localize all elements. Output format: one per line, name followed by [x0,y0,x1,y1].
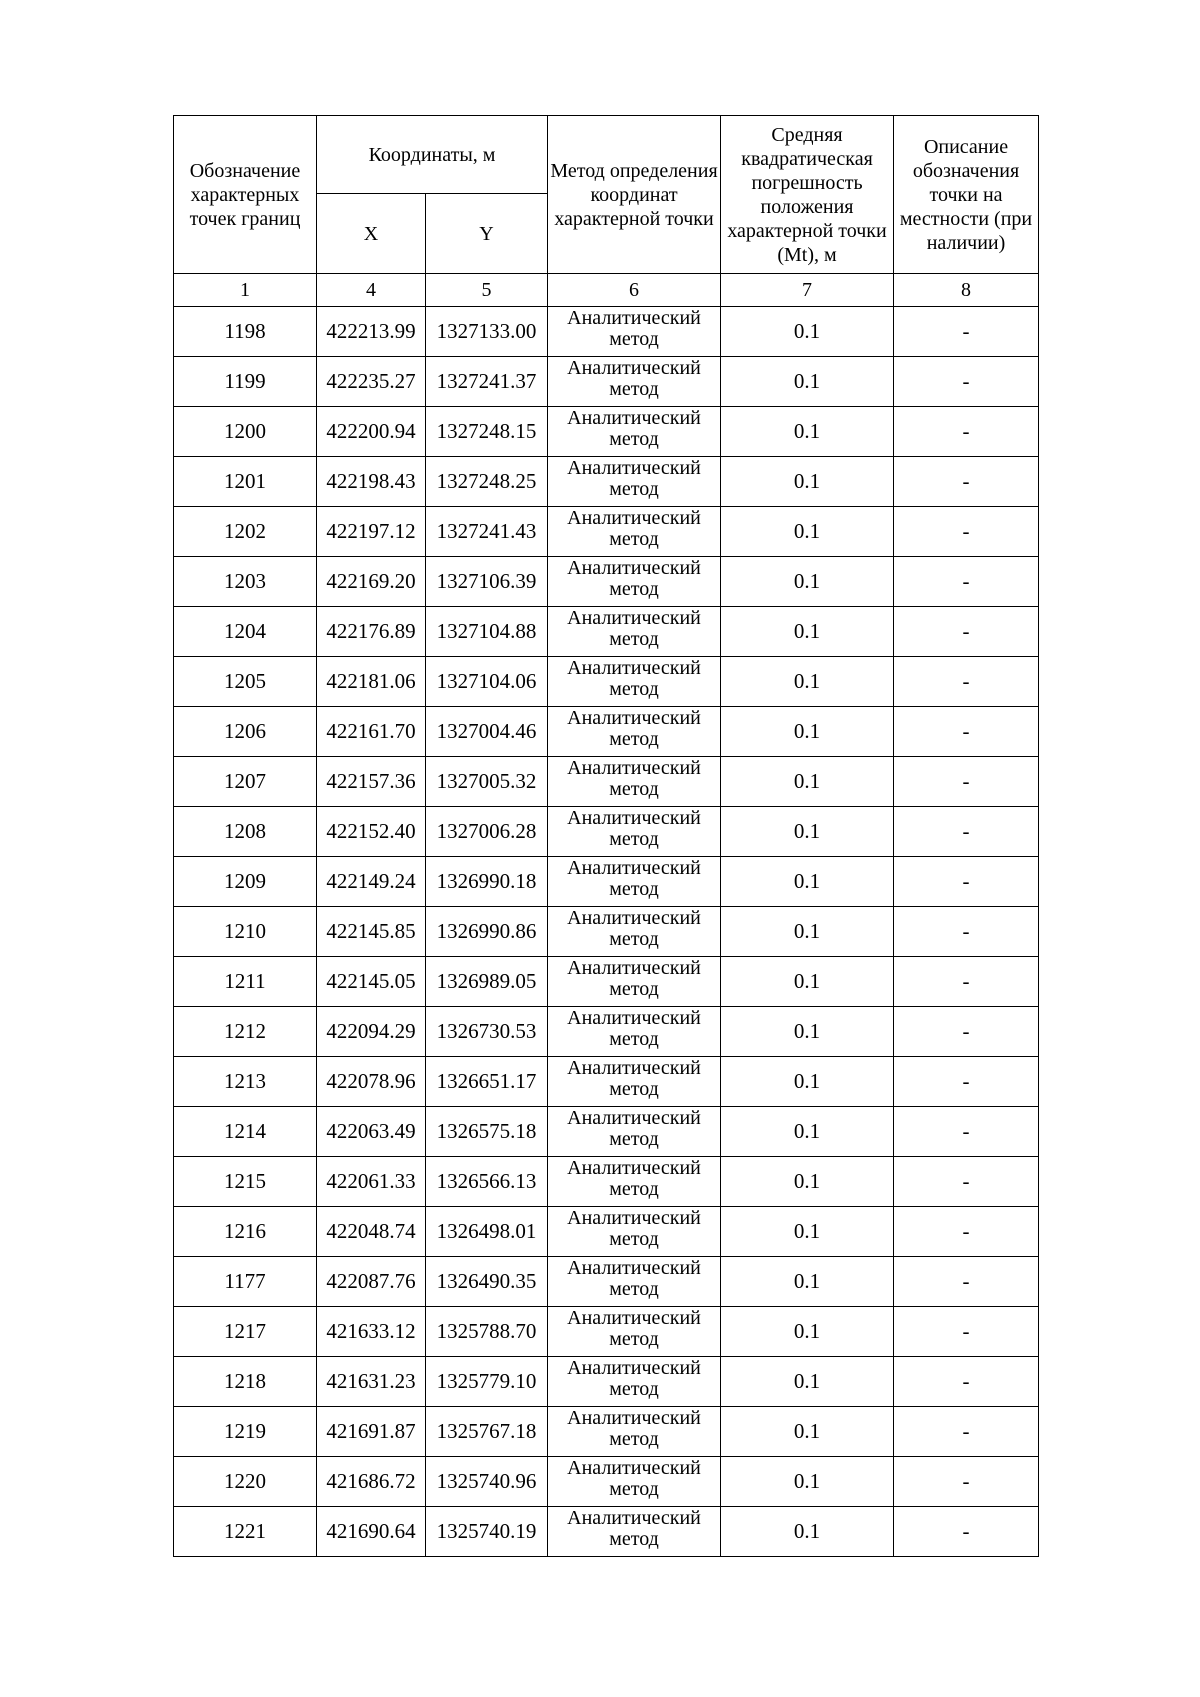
cell-description: - [894,707,1039,757]
cell-point: 1201 [174,457,317,507]
cell-x: 422198.43 [317,457,426,507]
method-line: Аналитический [567,607,701,629]
table-body [174,307,1039,1557]
method-line: метод [609,378,659,400]
cell-description: - [894,1507,1039,1557]
cell-x: 421633.12 [317,1307,426,1357]
method-line: метод [609,928,659,950]
header-description: Описание обозначения точки на местности (при наличии) [894,116,1039,274]
column-numbers-row [174,274,1039,307]
table-row [174,557,1039,607]
table-header [174,116,1039,307]
method-line: метод [609,1378,659,1400]
cell-method [548,457,721,507]
method-line: метод [609,528,659,550]
cell-y: 1326990.18 [426,857,548,907]
cell-description: - [894,307,1039,357]
cell-x: 422145.85 [317,907,426,957]
cell-x: 422213.99 [317,307,426,357]
cell-method [548,1107,721,1157]
method-line: Аналитический [567,407,701,429]
cell-point: 1198 [174,307,317,357]
cell-point: 1221 [174,1507,317,1557]
cell-description: - [894,657,1039,707]
method-line: метод [609,428,659,450]
table-row [174,657,1039,707]
method-line: Аналитический [567,1007,701,1029]
cell-point: 1211 [174,957,317,1007]
table-row [174,307,1039,357]
method-line: Аналитический [567,657,701,679]
column-number: 1 [174,274,317,307]
cell-mt: 0.1 [721,1507,894,1557]
cell-x: 422161.70 [317,707,426,757]
column-number: 8 [894,274,1039,307]
cell-method [548,757,721,807]
cell-x: 421631.23 [317,1357,426,1407]
table-row [174,1257,1039,1307]
cell-method [548,1407,721,1457]
header-y: Y [426,194,548,274]
cell-description: - [894,957,1039,1007]
cell-y: 1325740.19 [426,1507,548,1557]
cell-y: 1326990.86 [426,907,548,957]
cell-point: 1203 [174,557,317,607]
cell-mt: 0.1 [721,1007,894,1057]
cell-method [548,657,721,707]
cell-method [548,507,721,557]
column-number: 5 [426,274,548,307]
method-line: Аналитический [567,357,701,379]
column-number: 7 [721,274,894,307]
cell-x: 422078.96 [317,1057,426,1107]
method-line: метод [609,1178,659,1200]
cell-description: - [894,1157,1039,1207]
cell-method [548,1157,721,1207]
cell-y: 1327248.15 [426,407,548,457]
cell-method [548,1257,721,1307]
table-row [174,1407,1039,1457]
cell-x: 422048.74 [317,1207,426,1257]
cell-description: - [894,907,1039,957]
cell-point: 1209 [174,857,317,907]
table-row [174,907,1039,957]
cell-method [548,407,721,457]
cell-mt: 0.1 [721,1107,894,1157]
cell-mt: 0.1 [721,407,894,457]
cell-point: 1205 [174,657,317,707]
cell-mt: 0.1 [721,1257,894,1307]
table-row [174,707,1039,757]
cell-x: 422061.33 [317,1157,426,1207]
cell-point: 1199 [174,357,317,407]
method-line: метод [609,728,659,750]
method-line: метод [609,478,659,500]
table-row [174,457,1039,507]
method-line: метод [609,978,659,1000]
cell-point: 1213 [174,1057,317,1107]
method-line: метод [609,1478,659,1500]
cell-point: 1204 [174,607,317,657]
cell-y: 1325740.96 [426,1457,548,1507]
method-line: Аналитический [567,1307,701,1329]
method-line: Аналитический [567,307,701,329]
method-line: метод [609,1228,659,1250]
cell-x: 422200.94 [317,407,426,457]
table-row [174,1457,1039,1507]
cell-point: 1208 [174,807,317,857]
coordinates-table [173,115,1039,1557]
method-line: Аналитический [567,1457,701,1479]
cell-mt: 0.1 [721,857,894,907]
method-line: Аналитический [567,1357,701,1379]
cell-method [548,1207,721,1257]
method-line: метод [609,1278,659,1300]
cell-mt: 0.1 [721,1457,894,1507]
cell-y: 1325788.70 [426,1307,548,1357]
cell-point: 1210 [174,907,317,957]
cell-description: - [894,507,1039,557]
cell-description: - [894,1007,1039,1057]
method-line: метод [609,628,659,650]
table-row [174,507,1039,557]
cell-x: 422169.20 [317,557,426,607]
cell-mt: 0.1 [721,1307,894,1357]
table-row [174,1057,1039,1107]
table-row [174,1307,1039,1357]
cell-y: 1326651.17 [426,1057,548,1107]
cell-description: - [894,1357,1039,1407]
cell-point: 1219 [174,1407,317,1457]
cell-method [548,607,721,657]
cell-method [548,1307,721,1357]
cell-x: 422152.40 [317,807,426,857]
method-line: метод [609,1028,659,1050]
cell-x: 422149.24 [317,857,426,907]
method-line: Аналитический [567,907,701,929]
cell-method [548,1007,721,1057]
cell-y: 1326498.01 [426,1207,548,1257]
cell-point: 1206 [174,707,317,757]
cell-y: 1327241.37 [426,357,548,407]
cell-description: - [894,407,1039,457]
cell-method [548,557,721,607]
method-line: метод [609,1328,659,1350]
cell-mt: 0.1 [721,757,894,807]
method-line: метод [609,1078,659,1100]
cell-y: 1326730.53 [426,1007,548,1057]
method-line: Аналитический [567,1257,701,1279]
table-row [174,1507,1039,1557]
cell-y: 1327133.00 [426,307,548,357]
cell-mt: 0.1 [721,707,894,757]
cell-point: 1218 [174,1357,317,1407]
cell-point: 1177 [174,1257,317,1307]
cell-point: 1220 [174,1457,317,1507]
cell-y: 1327104.88 [426,607,548,657]
table-row [174,857,1039,907]
cell-x: 421691.87 [317,1407,426,1457]
cell-description: - [894,1207,1039,1257]
cell-method [548,807,721,857]
method-line: метод [609,878,659,900]
column-number: 6 [548,274,721,307]
cell-x: 421686.72 [317,1457,426,1507]
method-line: метод [609,1528,659,1550]
cell-description: - [894,1107,1039,1157]
cell-description: - [894,807,1039,857]
cell-x: 422181.06 [317,657,426,707]
cell-point: 1200 [174,407,317,457]
cell-method [548,707,721,757]
cell-mt: 0.1 [721,957,894,1007]
cell-description: - [894,557,1039,607]
method-line: Аналитический [567,857,701,879]
cell-x: 422176.89 [317,607,426,657]
cell-method [548,1507,721,1557]
cell-y: 1326490.35 [426,1257,548,1307]
cell-description: - [894,457,1039,507]
method-line: Аналитический [567,507,701,529]
method-line: метод [609,678,659,700]
cell-y: 1325767.18 [426,1407,548,1457]
header-point-designation: Обозначение характерных точек границ [174,116,317,274]
header-x: X [317,194,426,274]
method-line: Аналитический [567,1057,701,1079]
method-line: метод [609,578,659,600]
cell-description: - [894,357,1039,407]
cell-mt: 0.1 [721,357,894,407]
cell-mt: 0.1 [721,507,894,557]
table-row [174,807,1039,857]
cell-y: 1325779.10 [426,1357,548,1407]
method-line: Аналитический [567,557,701,579]
cell-mt: 0.1 [721,1357,894,1407]
table-row [174,1157,1039,1207]
cell-mt: 0.1 [721,1407,894,1457]
cell-point: 1214 [174,1107,317,1157]
cell-mt: 0.1 [721,607,894,657]
cell-point: 1207 [174,757,317,807]
table-row [174,1007,1039,1057]
header-method: Метод определения координат характерной точки [548,116,721,274]
method-line: метод [609,1128,659,1150]
cell-description: - [894,607,1039,657]
method-line: Аналитический [567,707,701,729]
cell-description: - [894,857,1039,907]
header-error: Средняя квадратическая погрешность положения характерной точки (Mt), м [721,116,894,274]
cell-description: - [894,757,1039,807]
cell-method [548,1457,721,1507]
cell-method [548,1057,721,1107]
cell-description: - [894,1307,1039,1357]
cell-y: 1327005.32 [426,757,548,807]
table-row [174,1357,1039,1407]
method-line: метод [609,828,659,850]
method-line: Аналитический [567,1157,701,1179]
table-row [174,757,1039,807]
cell-x: 422087.76 [317,1257,426,1307]
table-row [174,607,1039,657]
table-row [174,1107,1039,1157]
table-row [174,357,1039,407]
table-row [174,1207,1039,1257]
cell-method [548,907,721,957]
cell-x: 422063.49 [317,1107,426,1157]
method-line: Аналитический [567,957,701,979]
column-number: 4 [317,274,426,307]
cell-mt: 0.1 [721,1157,894,1207]
cell-method [548,307,721,357]
cell-mt: 0.1 [721,1207,894,1257]
cell-description: - [894,1407,1039,1457]
cell-y: 1326575.18 [426,1107,548,1157]
cell-description: - [894,1457,1039,1507]
method-line: Аналитический [567,1107,701,1129]
method-line: метод [609,778,659,800]
cell-x: 422235.27 [317,357,426,407]
method-line: Аналитический [567,457,701,479]
table-row [174,957,1039,1007]
cell-point: 1217 [174,1307,317,1357]
method-line: метод [609,328,659,350]
method-line: Аналитический [567,807,701,829]
cell-y: 1327106.39 [426,557,548,607]
cell-x: 422094.29 [317,1007,426,1057]
cell-y: 1327104.06 [426,657,548,707]
cell-mt: 0.1 [721,307,894,357]
cell-description: - [894,1257,1039,1307]
cell-x: 421690.64 [317,1507,426,1557]
cell-point: 1212 [174,1007,317,1057]
cell-mt: 0.1 [721,1057,894,1107]
cell-method [548,957,721,1007]
method-line: Аналитический [567,757,701,779]
cell-x: 422157.36 [317,757,426,807]
cell-x: 422145.05 [317,957,426,1007]
cell-method [548,1357,721,1407]
cell-point: 1202 [174,507,317,557]
cell-mt: 0.1 [721,807,894,857]
header-coordinates: Координаты, м [317,116,548,194]
cell-point: 1215 [174,1157,317,1207]
cell-description: - [894,1057,1039,1107]
cell-y: 1326566.13 [426,1157,548,1207]
cell-mt: 0.1 [721,657,894,707]
cell-y: 1326989.05 [426,957,548,1007]
table-row [174,407,1039,457]
method-line: Аналитический [567,1407,701,1429]
cell-y: 1327248.25 [426,457,548,507]
cell-mt: 0.1 [721,907,894,957]
cell-y: 1327006.28 [426,807,548,857]
method-line: Аналитический [567,1507,701,1529]
cell-method [548,857,721,907]
cell-y: 1327004.46 [426,707,548,757]
cell-method [548,357,721,407]
cell-y: 1327241.43 [426,507,548,557]
cell-x: 422197.12 [317,507,426,557]
method-line: метод [609,1428,659,1450]
method-line: Аналитический [567,1207,701,1229]
cell-mt: 0.1 [721,457,894,507]
cell-point: 1216 [174,1207,317,1257]
cell-mt: 0.1 [721,557,894,607]
